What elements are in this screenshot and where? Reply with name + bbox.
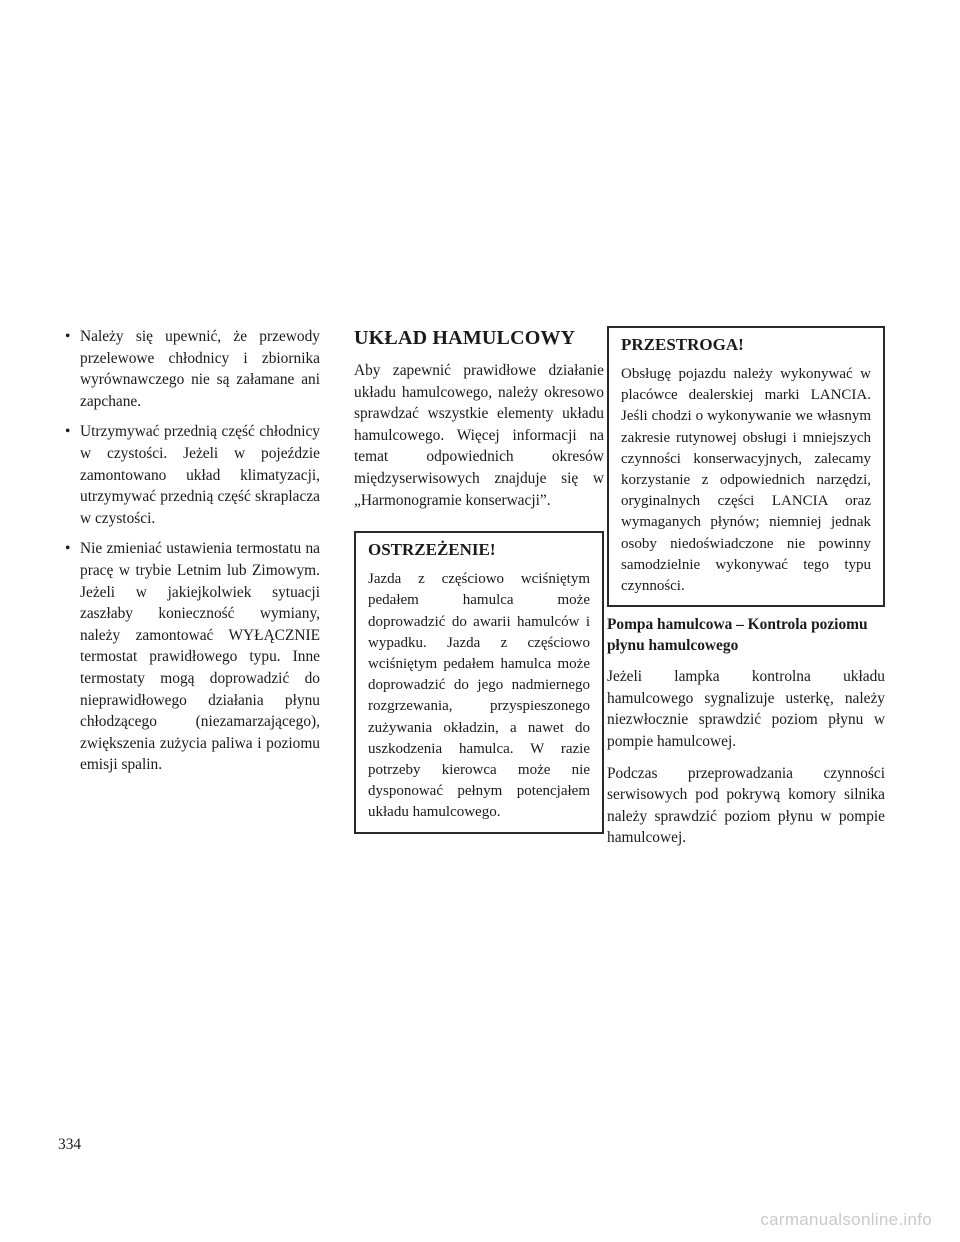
section-heading: UKŁAD HAMULCOWY: [354, 327, 576, 349]
list-item: [56, 326, 320, 412]
bullet-icon: •: [65, 423, 71, 441]
left-column: [56, 326, 320, 785]
watermark: carmanualsonline.info: [760, 1210, 932, 1229]
bullet-text: Nie zmieniać ustawienia termostatu na pracę w trybie Letnim lub Zimowym. Jeżeli w jakiejkolwiek sytuacji zaszłaby konieczność wymiany, należy zamontować WYŁĄCZNIE termostat prawidłowego typu. Inne termostaty mogą doprowadzić do nieprawidłowego działania płynu chłodzącego (niezamarzającego), zwiększenia zużycia paliwa i poziomu emisji spalin.: [80, 540, 320, 774]
middle-column: [354, 326, 604, 834]
list-item: [56, 538, 320, 776]
warning-title: OSTRZEŻENIE!: [368, 540, 496, 560]
caution-box: [607, 326, 885, 607]
caution-title: PRZESTROGA!: [621, 335, 744, 354]
bullet-list: [56, 326, 320, 776]
body-paragraph: Podczas przeprowadzania czynności serwisowych pod pokrywą komory silnika należy sprawdzić poziom płynu w pompie hamulcowej.: [607, 764, 885, 847]
right-column: [607, 326, 885, 859]
intro-paragraph: Aby zapewnić prawidłowe działanie układu hamulcowego, należy okresowo sprawdzać wszystkie elementy układu hamulcowego. Więcej informacji na temat odpowiednich okresów międzyserwisowych znajduje się w „Harmonogramie konserwacji”.: [354, 362, 604, 509]
body-paragraph: Jeżeli lampka kontrolna układu hamulcowego sygnalizuje usterkę, należy niezwłocznie sprawdzić poziom płynu w pompie hamulcowej.: [607, 668, 885, 751]
bullet-icon: •: [65, 540, 71, 558]
list-item: [56, 421, 320, 529]
caution-text: Obsługę pojazdu należy wykonywać w placówce dealerskiej marki LANCIA. Jeśli chodzi o wykonywanie we własnym zakresie rutynowej obsługi i mniejszych czynności konserwacyjnych, zalecamy korzystanie z odpowiednich narzędzi, oryginalnych części LANCIA oraz wymaganych płynów; niemniej jednak osoby niedoświadczone nie powinny samodzielnie wykonywać tego typu czynności.: [621, 366, 871, 595]
warning-box: [354, 531, 604, 833]
bullet-icon: •: [65, 328, 71, 345]
bullet-text: Utrzymywać przednią część chłodnicy w czystości. Jeżeli w pojeździe zamontowano układ klimatyzacji, utrzymywać przednią część skraplacza w czystości.: [80, 423, 320, 527]
subsection-heading: Pompa hamulcowa – Kontrola poziomu płynu hamulcowego: [607, 616, 868, 654]
bullet-text: Należy się upewnić, że przewody przelewowe chłodnicy i zbiornika wyrównawczego nie są załamane ani zapchane.: [80, 328, 320, 410]
warning-text: Jazda z częściowo wciśniętym pedałem hamulca może doprowadzić do awarii hamulców i wypadku. Jazda z częściowo wciśniętym pedałem hamulca może doprowadzić do jego nadmiernego rozgrzewania, przyspieszonego zużywania okładzin, a nawet do uszkodzenia hamulca. W razie potrzeby kierowca może nie dysponować pełnym potencjałem układu hamulcowego.: [368, 571, 590, 821]
page-number: 334: [58, 1136, 82, 1153]
